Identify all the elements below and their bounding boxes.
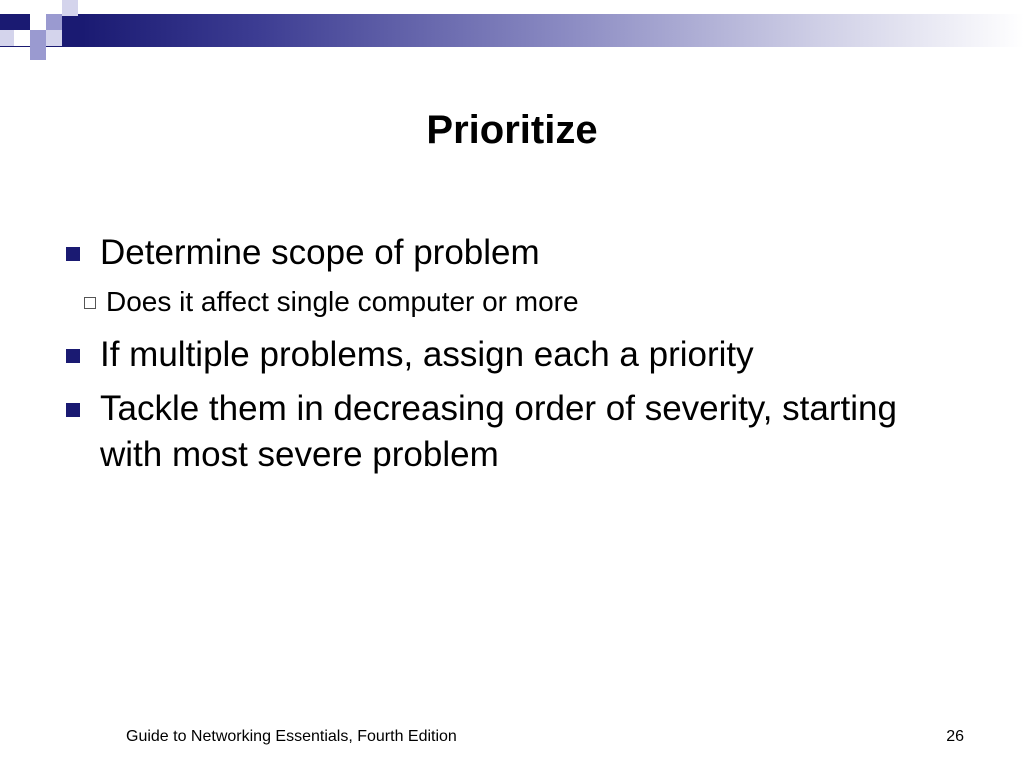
decorative-square [30,14,46,30]
square-bullet-icon [66,247,80,261]
bullet-list [62,230,962,486]
decorative-square [14,30,30,46]
sub-bullet-text: Does it affect single computer or more [106,286,579,317]
decorative-square [46,30,62,46]
square-bullet-icon [66,349,80,363]
decorative-square [30,46,46,60]
bullet-text: If multiple problems, assign each a priority [100,335,754,374]
bullet-text: Determine scope of problem [100,233,540,272]
decorative-square [62,0,78,16]
header-gradient-band [0,14,1024,47]
bullet-item [62,332,962,378]
bullet-item [62,386,962,478]
square-bullet-icon [66,403,80,417]
decorative-square [0,30,14,46]
bullet-item [62,230,962,276]
bullet-text: Tackle them in decreasing order of severity, starting with most severe problem [100,389,897,474]
hollow-square-bullet-icon [84,297,96,309]
decorative-square [46,14,62,30]
decorative-square [14,14,30,30]
footer-text: Guide to Networking Essentials, Fourth Edition [126,728,457,745]
page-number: 26 [946,728,964,745]
sub-bullet-item [82,280,962,324]
slide-title: Prioritize [426,108,598,152]
decorative-square [30,30,46,46]
